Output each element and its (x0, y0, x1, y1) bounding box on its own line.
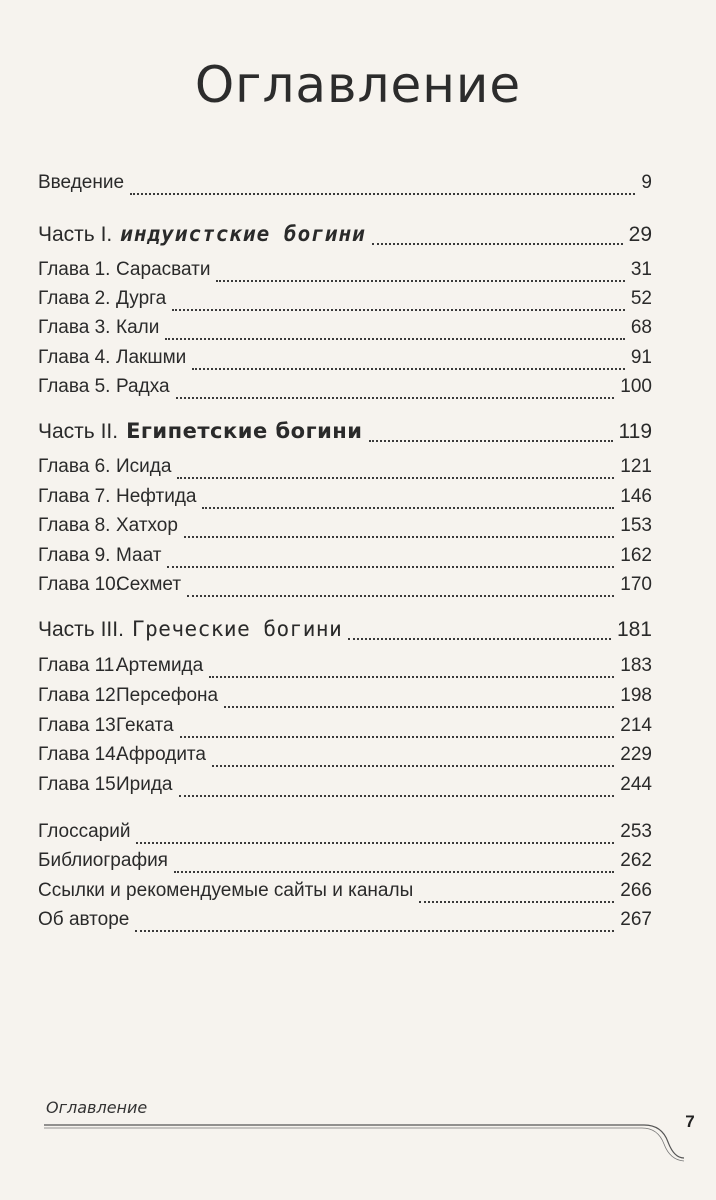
dot-leader (192, 367, 625, 370)
toc-page-number: 119 (618, 420, 652, 443)
dot-leader (167, 565, 614, 568)
footer-rule (44, 1122, 684, 1162)
toc-chapter-3[interactable] (38, 317, 652, 347)
toc-page-number: 181 (616, 618, 652, 641)
part-number: Часть II. (38, 420, 119, 443)
toc-chapter-14[interactable] (38, 744, 652, 774)
dot-leader (174, 870, 614, 873)
toc-chapter-4[interactable] (38, 347, 652, 377)
toc-entry-label: Библиография (38, 850, 168, 871)
dot-leader (172, 308, 625, 311)
toc-page-number: 267 (620, 909, 652, 930)
toc-chapter-12[interactable] (38, 685, 652, 715)
chapter-number: Глава 7. (38, 486, 111, 507)
toc-chapter-15[interactable] (38, 774, 652, 804)
chapter-number: Глава 10. (38, 574, 122, 595)
part-title: Греческие богини (131, 617, 343, 641)
toc-chapter-11[interactable] (38, 655, 652, 685)
dot-leader (136, 841, 614, 844)
toc-page-number: 68 (630, 317, 652, 338)
toc-entry-label: Артемида (116, 655, 204, 676)
toc-entry-label: Сарасвати (116, 259, 211, 280)
dot-leader (216, 279, 624, 282)
dot-leader (180, 735, 615, 738)
dot-leader (177, 476, 614, 479)
toc-entry-label: Об авторе (38, 909, 130, 930)
toc-page-number: 100 (620, 376, 652, 397)
toc-entry-author[interactable] (38, 909, 652, 939)
toc-page-number: 29 (628, 223, 652, 246)
toc-entry-label: Исида (116, 456, 172, 477)
toc-entry-label: Лакшми (116, 347, 187, 368)
dot-leader (165, 337, 625, 340)
toc-entry-links[interactable] (38, 880, 652, 910)
toc-part-2[interactable] (38, 419, 652, 449)
chapter-number: Глава 14. (38, 744, 122, 765)
chapter-number: Глава 1. (38, 259, 111, 280)
toc-page-number: 214 (620, 715, 652, 736)
dot-leader (176, 396, 615, 399)
toc-page-number: 170 (620, 574, 652, 595)
toc-entry-intro[interactable] (38, 172, 652, 202)
dot-leader (224, 705, 614, 708)
toc-page-number: 183 (620, 655, 652, 676)
toc-entry-label: Афродита (116, 744, 206, 765)
toc-chapter-8[interactable] (38, 515, 652, 545)
dot-leader (369, 439, 613, 442)
toc-part-1[interactable] (38, 222, 652, 252)
chapter-number: Глава 12. (38, 685, 122, 706)
toc-entry-label: Персефона (116, 685, 219, 706)
toc-entry-label: Введение (38, 172, 125, 193)
toc-chapter-1[interactable] (38, 259, 652, 289)
toc-page-number: 121 (620, 456, 652, 477)
toc-entry-label: Дурга (116, 288, 167, 309)
toc-chapter-10[interactable] (38, 574, 652, 604)
chapter-number: Глава 6. (38, 456, 111, 477)
dot-leader (212, 764, 614, 767)
toc-page-number: 262 (620, 850, 652, 871)
toc-page-number: 162 (620, 545, 652, 566)
toc-page-number: 229 (620, 744, 652, 765)
toc-entry-label: Ирида (116, 774, 173, 795)
toc-entry-label: Хатхор (116, 515, 178, 536)
dot-leader (184, 535, 614, 538)
chapter-number: Глава 2. (38, 288, 111, 309)
toc-page-number: 52 (630, 288, 652, 309)
toc-chapter-6[interactable] (38, 456, 652, 486)
dot-leader (348, 637, 611, 640)
toc-chapter-7[interactable] (38, 486, 652, 516)
toc-page-number: 253 (620, 821, 652, 842)
toc-entry-bibliography[interactable] (38, 850, 652, 880)
dot-leader (187, 594, 614, 597)
toc-page-number: 153 (620, 515, 652, 536)
chapter-number: Глава 11. (38, 655, 120, 676)
part-title: индуистские богини (120, 222, 366, 246)
page-number: 7 (685, 1112, 695, 1131)
dot-leader (130, 192, 635, 195)
chapter-number: Глава 5. (38, 376, 111, 397)
chapter-number: Глава 13. (38, 715, 122, 736)
page-title: Оглавление (194, 56, 522, 114)
toc-entry-label: Радха (116, 376, 170, 397)
part-number: Часть III. (38, 618, 124, 641)
toc-page-number: 9 (641, 172, 652, 193)
toc-entry-label: Кали (116, 317, 160, 338)
toc-entry-label: Глоссарий (38, 821, 131, 842)
toc-page-number: 91 (630, 347, 652, 368)
toc-entry-label: Сехмет (116, 574, 182, 595)
toc-part-3[interactable] (38, 617, 652, 647)
toc-page-number: 31 (630, 259, 652, 280)
toc-entry-label: Геката (116, 715, 174, 736)
chapter-number: Глава 3. (38, 317, 111, 338)
chapter-number: Глава 15. (38, 774, 122, 795)
toc-chapter-2[interactable] (38, 288, 652, 318)
part-title: Египетские богини (126, 419, 363, 443)
toc-entry-label: Ссылки и рекомендуемые сайты и каналы (38, 880, 414, 901)
dot-leader (202, 506, 614, 509)
toc-page-number: 244 (620, 774, 652, 795)
part-number: Часть I. (38, 223, 113, 246)
toc-chapter-13[interactable] (38, 715, 652, 745)
toc-entry-glossary[interactable] (38, 821, 652, 851)
chapter-number: Глава 4. (38, 347, 111, 368)
toc-chapter-9[interactable] (38, 545, 652, 575)
toc-page-number: 146 (620, 486, 652, 507)
dot-leader (179, 794, 615, 797)
toc-entry-label: Нефтида (116, 486, 197, 507)
toc-page-number: 266 (620, 880, 652, 901)
toc-entry-label: Маат (116, 545, 162, 566)
dot-leader (135, 929, 614, 932)
toc-chapter-5[interactable] (38, 376, 652, 406)
chapter-number: Глава 8. (38, 515, 111, 536)
chapter-number: Глава 9. (38, 545, 111, 566)
dot-leader (419, 900, 614, 903)
running-footer-label: Оглавление (46, 1098, 148, 1117)
dot-leader (209, 675, 614, 678)
dot-leader (372, 242, 623, 245)
toc-page-number: 198 (620, 685, 652, 706)
